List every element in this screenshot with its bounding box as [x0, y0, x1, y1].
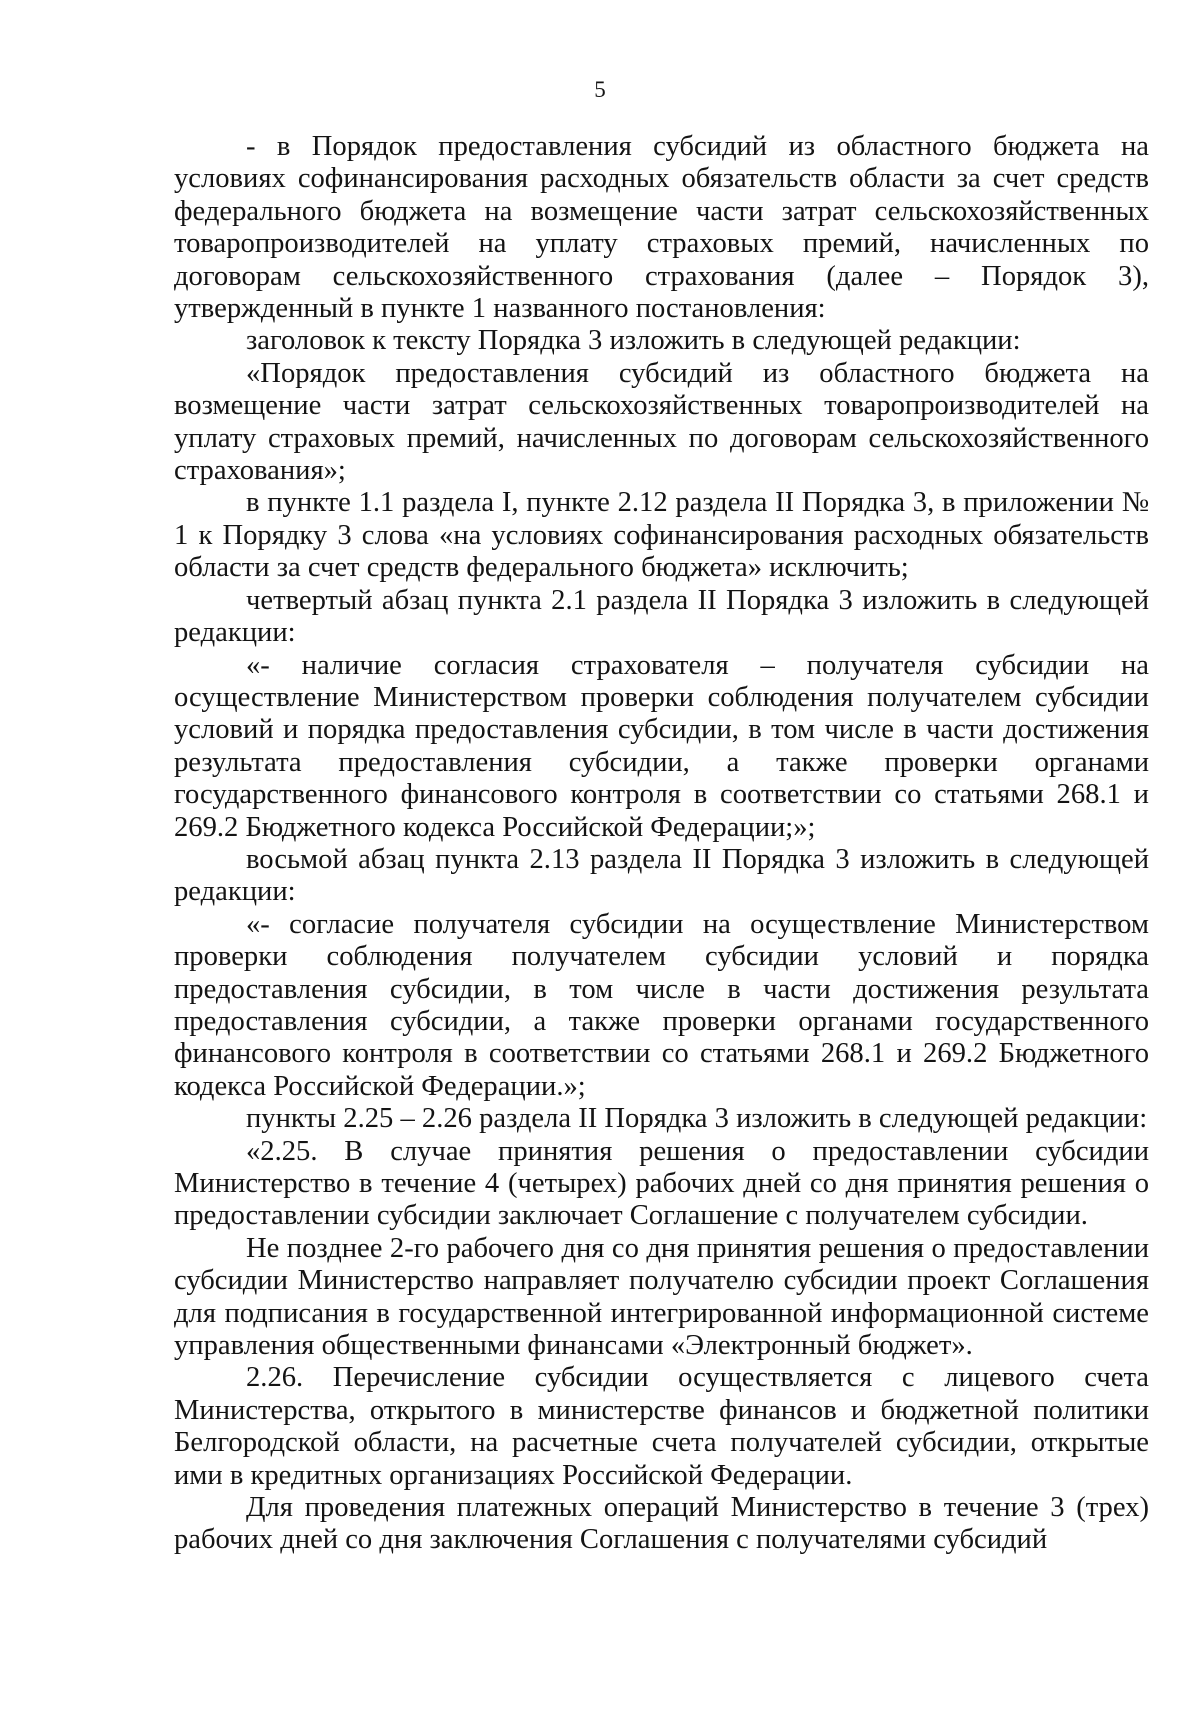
paragraph-clause-2-13-instruction: восьмой абзац пункта 2.13 раздела II Порядка 3 изложить в следующей редакции: [174, 843, 1149, 908]
paragraph-amendment-intro: - в Порядок предоставления субсидий из областного бюджета на условиях софинансирования расходных обязательств области за счет средств федерального бюджета на возмещение части затрат сельскохозяйственных товаропроизводителей на уплату страховых премий, начисленных по договорам сельскохозяйственного страхования (далее – Порядок 3), утвержденный в пункте 1 названного постановления: [174, 131, 1149, 325]
paragraph-clause-2-26: 2.26. Перечисление субсидии осуществляется с лицевого счета Министерства, открытого в министерстве финансов и бюджетной политики Белгородской области, на расчетные счета получателей субсидии, открытые ими в кредитных организациях Российской Федерации. [174, 1362, 1149, 1491]
paragraph-clause-2-1-instruction: четвертый абзац пункта 2.1 раздела II Порядка 3 изложить в следующей редакции: [174, 584, 1149, 649]
paragraph-clause-2-1-text: «- наличие согласия страхователя – получателя субсидии на осуществление Министерством проверки соблюдения получателем субсидии условий и порядка предоставления субсидии, в том числе в части достижения результата предоставления субсидии, а также проверки органами государственного финансового контроля в соответствии со статьями 268.1 и 269.2 Бюджетного кодекса Российской Федерации;»; [174, 649, 1149, 843]
page-number: 5 [594, 77, 606, 102]
paragraph-new-heading: «Порядок предоставления субсидий из областного бюджета на возмещение части затрат сельскохозяйственных товаропроизводителей на уплату страховых премий, начисленных по договорам сельскохозяйственного страхования»; [174, 357, 1149, 487]
paragraph-clause-2-25: «2.25. В случае принятия решения о предоставлении субсидии Министерство в течение 4 (четырех) рабочих дней со дня принятия решения о предоставлении субсидии заключает Соглашение с получателем субсидии. [174, 1135, 1149, 1232]
paragraph-heading-instruction: заголовок к тексту Порядка 3 изложить в следующей редакции: [246, 325, 1021, 357]
paragraph-clause-2-25-deadline: Не позднее 2-го рабочего дня со дня принятия решения о предоставлении субсидии Министерство направляет получателю субсидии проект Соглашения для подписания в государственной интегрированной информационной системе управления общественными финансами «Электронный бюджет». [174, 1232, 1149, 1362]
paragraph-payment-operations: Для проведения платежных операций Министерство в течение 3 (трех) рабочих дней со дня заключения Соглашения с получателями субсидий [174, 1492, 1149, 1556]
paragraph-clause-2-13-text: «- согласие получателя субсидии на осуществление Министерством проверки соблюдения получателем субсидии условий и порядка предоставления субсидии, в том числе в части достижения результата предоставления субсидии, а также проверки органами государственного финансового контроля в соответствии со статьями 268.1 и 269.2 Бюджетного кодекса Российской Федерации.»; [174, 908, 1149, 1102]
paragraph-clause-1-1: в пункте 1.1 раздела I, пункте 2.12 раздела II Порядка 3, в приложении № 1 к Порядку 3 слова «на условиях софинансирования расходных обязательств области за счет средств федерального бюджета» исключить; [174, 487, 1149, 584]
paragraph-clauses-2-25-2-26-instruction: пункты 2.25 – 2.26 раздела II Порядка 3 изложить в следующей редакции: [246, 1103, 1148, 1135]
document-body [174, 131, 1149, 1557]
